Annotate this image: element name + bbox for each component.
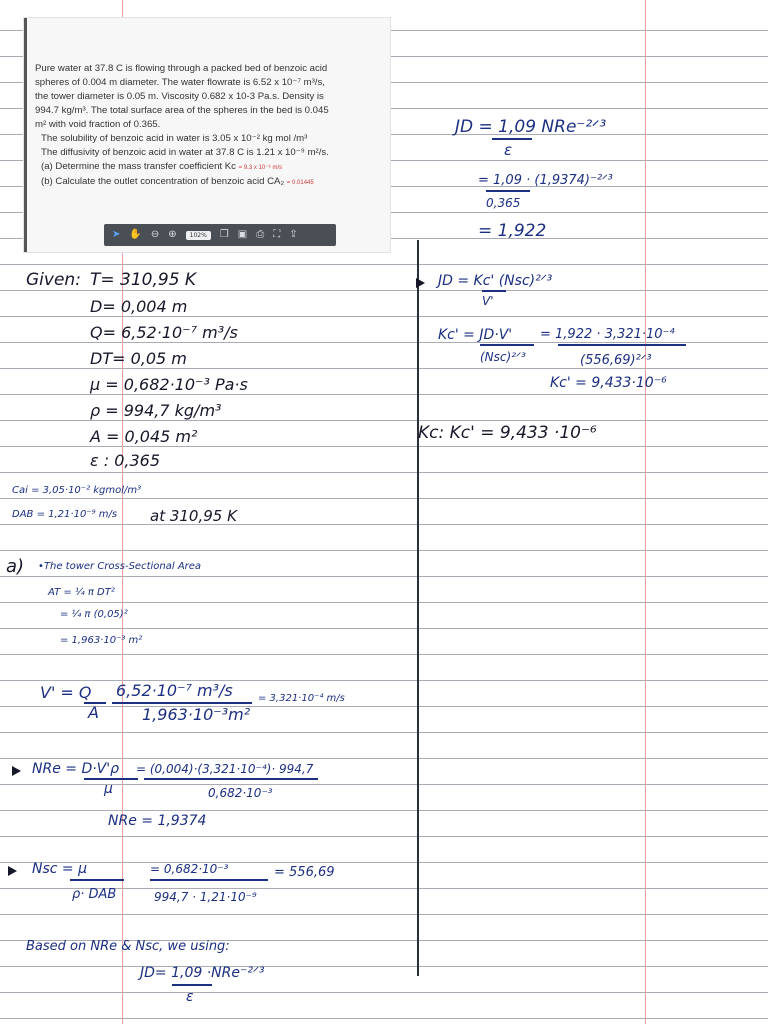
fit-icon[interactable]: ▣ [237,229,248,240]
jd-top-fraction-bar [492,138,532,140]
given-flowrate: Q= 6,52·10⁻⁷ m³/s [90,323,238,342]
kc-prime-result: Kc' = 9,433·10⁻⁶ [550,375,667,391]
given-area: A = 0,045 m² [90,427,198,446]
kc-prime-numerator: = 1,922 · 3,321·10⁻⁴ [540,327,675,342]
answer-a: = 9.3 x 10⁻⁶ m/s [238,165,283,171]
hand-icon[interactable]: ✋ [129,229,142,240]
zoom-in-icon[interactable]: ⊕ [168,229,177,240]
given-temperature: T= 310,95 K [90,270,197,290]
velocity-denominator: 1,963·10⁻³m² [142,705,251,724]
kc-prime-lhs-denominator: (Nsc)²ᐟ³ [480,350,526,364]
given-label: Given: [26,270,81,290]
zoom-out-icon[interactable]: ⊖ [150,229,160,240]
schmidt-numerator: = 0,682·10⁻³ [150,862,229,876]
velocity-lhs-denominator: A [88,703,99,722]
jd-result: = 1,922 [478,221,547,241]
nre-bullet-icon [12,766,21,776]
reynolds-result: NRe = 1,9374 [108,813,207,829]
area-title: •The tower Cross-Sectional Area [38,561,202,572]
question-b: (b) Calculate the outlet concentration of benzoic acid CA₂ [41,176,285,187]
schmidt-result: = 556,69 [274,865,335,880]
part-a-label: a) [6,556,25,577]
problem-line: The diffusivity of benzoic acid in water at 37.8 C is 1.21 x 10⁻⁹ m²/s. [41,147,329,158]
problem-line: m² with void fraction of 0.365. [35,119,161,130]
zoom-select[interactable]: 102% [186,231,211,240]
jd-top-denominator: ε [504,141,513,159]
reynolds-denominator: 0,682·10⁻³ [208,786,273,800]
copy-icon[interactable]: ❐ [219,229,229,240]
kc-final-result: Kc: Kc' = 9,433 ·10⁻⁶ [418,423,597,443]
problem-line: The solubility of benzoic acid in water is 3.05 x 10⁻² kg mol /m³ [41,133,308,144]
reynolds-lhs-denominator: μ [104,781,113,797]
reynolds-numerator: = (0,004)·(3,321·10⁻⁴)· 994,7 [136,762,314,776]
velocity-fraction-bar [112,702,252,704]
kc-bullet-icon [416,278,425,288]
reynolds-fraction-bar [144,778,318,780]
jd-substitution: = 1,09 · (1,9374)⁻²ᐟ³ [478,173,613,188]
reynolds-lhs: NRe = D·V'ρ [32,761,119,777]
viewer-toolbar [104,224,336,246]
right-margin-line [645,0,646,1024]
column-divider [417,240,419,976]
jd-substitution-bar [486,190,530,192]
area-substitution: = ¼ π (0,05)² [60,609,128,620]
jd-correlation-bottom: JD= 1,09 ·NRe⁻²ᐟ³ [140,965,265,981]
problem-card [24,18,390,252]
schmidt-denominator: 994,7 · 1,21·10⁻⁹ [154,890,257,904]
jd-definition-denominator: V' [482,294,494,308]
area-result: = 1,963·10⁻³ m² [60,635,143,646]
kc-prime-lhs: Kc' = JD·V' [438,327,513,343]
jd-definition: JD = Kc' (Nsc)²ᐟ³ [438,273,553,289]
velocity-numerator: 6,52·10⁻⁷ m³/s [116,681,233,700]
given-void-fraction: ε : 0,365 [90,451,161,470]
jd-correlation-top: JD = 1,09 NRe⁻²ᐟ³ [455,117,607,137]
given-at-temperature: at 310,95 K [150,507,237,525]
schmidt-fraction-bar [150,879,268,881]
nsc-bullet-icon [8,866,17,876]
jd-bottom-denominator: ε [186,989,194,1005]
schmidt-lhs-bar [70,879,124,881]
question-a: (a) Determine the mass transfer coefficient Kc [41,161,236,172]
problem-line: 994.7 kg/m³. The total surface area of the spheres in the bed is 0.045 [35,105,329,116]
share-icon[interactable]: ⇪ [289,229,298,240]
given-density: ρ = 994,7 kg/m³ [90,401,222,420]
given-tower-diameter: DT= 0,05 m [90,349,187,368]
problem-line: Pure water at 37.8 C is flowing through a packed bed of benzoic acid [35,63,328,74]
jd-substitution-denominator: 0,365 [486,196,521,210]
schmidt-lhs: Nsc = μ [32,861,88,877]
based-on-note: Based on NRe & Nsc, we using: [26,939,230,954]
fullscreen-icon[interactable]: ⛶ [273,229,281,240]
answer-b: = 0.01445 [286,180,314,186]
given-viscosity: μ = 0,682·10⁻³ Pa·s [90,375,248,394]
area-formula: AT = ¼ π DT² [48,587,115,598]
velocity-result: = 3,321·10⁻⁴ m/s [258,693,345,704]
velocity-lhs: V' = Q [40,683,92,702]
jd-bottom-fraction-bar [172,984,212,986]
print-icon[interactable]: ⎙ [256,229,265,240]
problem-line: spheres of 0.004 m diameter. The water flowrate is 6.52 x 10⁻⁷ m³/s, [35,77,325,88]
cursor-icon[interactable]: ➤ [112,229,121,240]
kc-prime-fraction-bar [558,344,686,346]
problem-text [35,62,383,190]
card-accent-bar [24,18,27,252]
given-diffusivity: DAB = 1,21·10⁻⁹ m/s [12,509,118,520]
given-solubility: Cai = 3,05·10⁻² kgmol/m³ [12,485,142,496]
kc-prime-lhs-bar [480,344,534,346]
problem-line: the tower diameter is 0.05 m. Viscosity 0.682 x 10-3 Pa.s. Density is [35,91,324,102]
given-diameter: D= 0,004 m [90,297,188,316]
schmidt-lhs-denominator: ρ· DAB [72,887,117,902]
kc-prime-denominator: (556,69)²ᐟ³ [580,353,652,368]
